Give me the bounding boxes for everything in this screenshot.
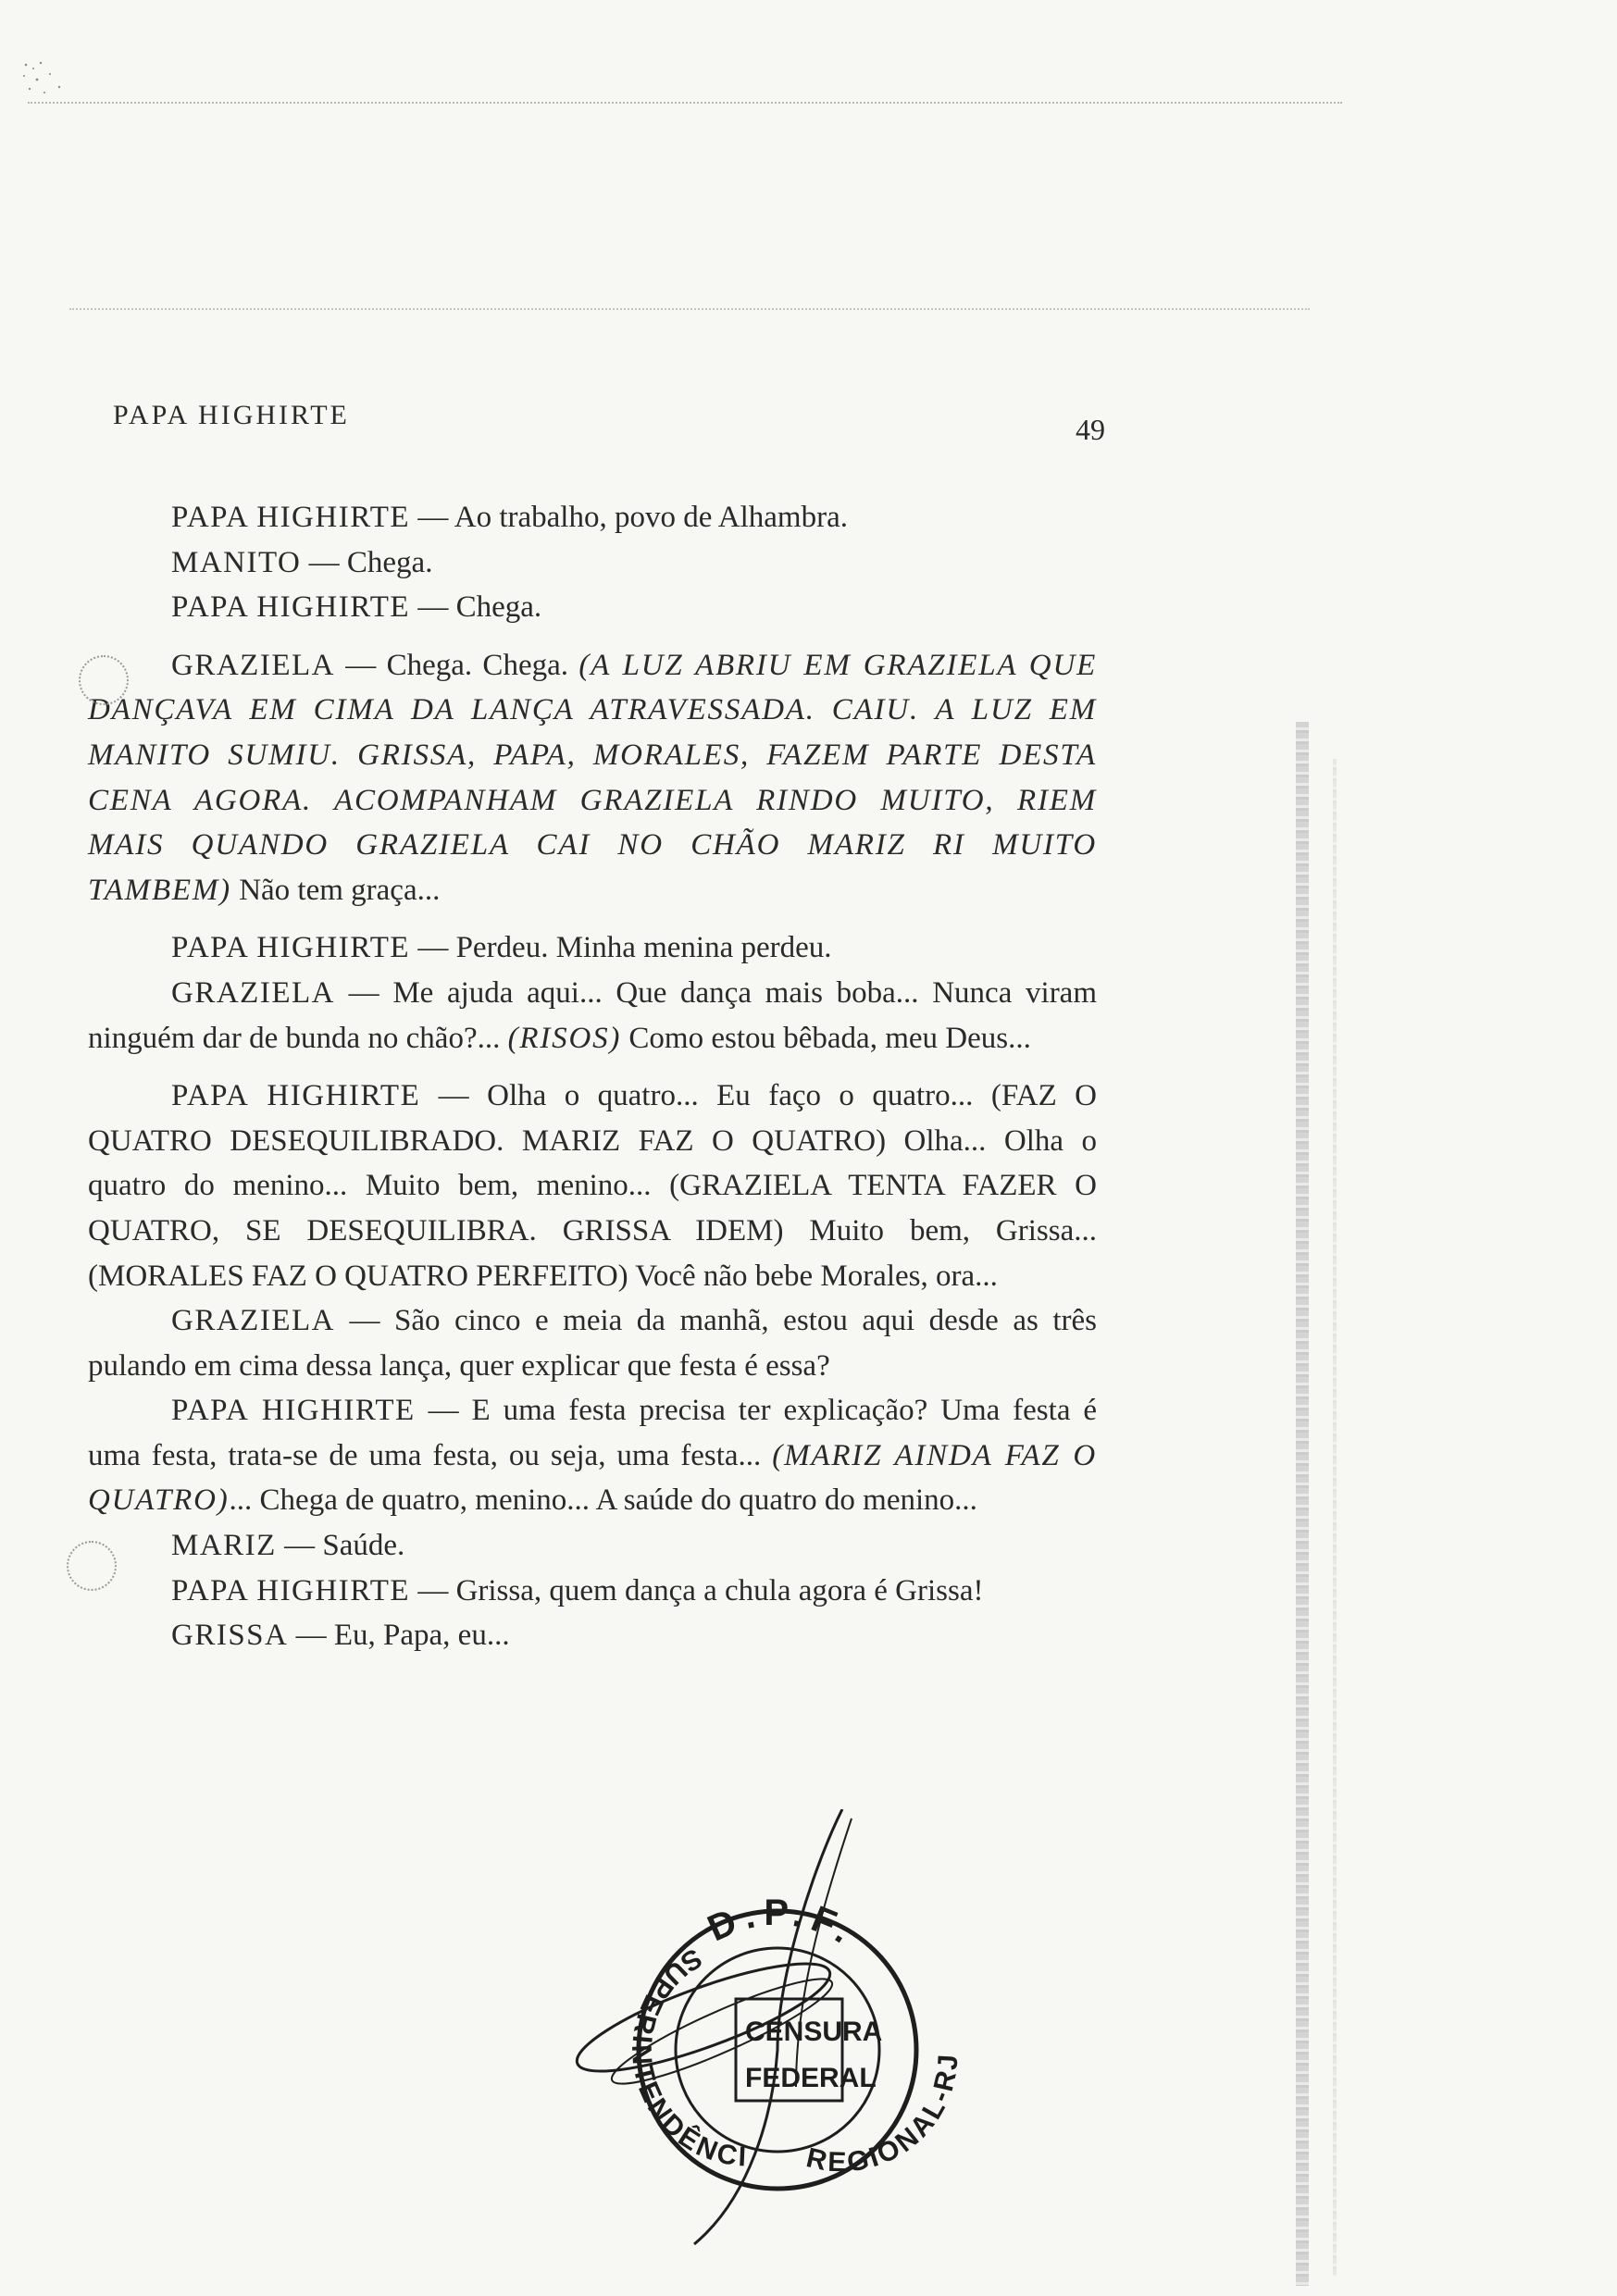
punch-hole-mark bbox=[67, 1541, 117, 1591]
dialogue-line bbox=[88, 1298, 1097, 1388]
dialogue-line bbox=[88, 971, 1097, 1061]
speaker-name: GRAZIELA bbox=[171, 1304, 335, 1338]
speech-dash: — bbox=[410, 590, 456, 625]
stamp-seal bbox=[565, 1809, 981, 2272]
dialogue-line bbox=[88, 1569, 1097, 1614]
stamp-text-left: SUPERINTENDÊNCI bbox=[625, 1942, 750, 2173]
scan-edge-artifact bbox=[1296, 722, 1309, 2286]
running-title: PAPA HIGHIRTE bbox=[113, 400, 350, 430]
page-number: 49 bbox=[1076, 413, 1105, 446]
stamp-text-top: D.P.F. bbox=[702, 1892, 865, 1955]
dialogue-line bbox=[88, 495, 1097, 540]
stamp-text-center-1: CENSURA bbox=[745, 2017, 883, 2047]
dialogue-line bbox=[88, 1074, 1097, 1298]
scan-edge-artifact bbox=[1333, 759, 1337, 2277]
speech-dash: — bbox=[288, 1619, 334, 1653]
speech-dash: — bbox=[410, 501, 454, 534]
speaker-name: GRAZIELA bbox=[171, 975, 335, 1010]
speech-dash: — bbox=[410, 931, 456, 965]
speaker-name: GRAZIELA bbox=[171, 648, 335, 682]
speech-text: Como estou bêbada, meu Deus... bbox=[628, 1021, 1031, 1055]
punch-hole-mark bbox=[79, 655, 129, 705]
speech-dash: — bbox=[334, 975, 393, 1010]
speech-text: Me ajuda aqui... Que dança mais boba... Nunca viram ninguém dar de bunda no chão?... bbox=[88, 975, 1097, 1055]
dialogue-line bbox=[88, 1613, 1097, 1658]
scan-artifact-line bbox=[28, 102, 1342, 104]
stamp-text-center-2: FEDERAL bbox=[745, 2063, 877, 2093]
speech-text: Chega. bbox=[455, 590, 542, 625]
speech-dash: — bbox=[334, 1304, 394, 1338]
scan-specks bbox=[19, 56, 83, 111]
speaker-name: PAPA HIGHIRTE bbox=[171, 1079, 421, 1113]
svg-text:SUPERINTENDÊNCIA bbox=[565, 1809, 750, 2173]
speech-text: E uma festa precisa ter explicação? Uma festa é uma festa, trata-se de uma festa, ou seja, uma festa... bbox=[88, 1394, 1098, 1472]
dialogue-line bbox=[88, 1523, 1097, 1569]
dialogue-line bbox=[88, 643, 1097, 913]
speech-dash: — bbox=[276, 1529, 323, 1563]
speech-dash: — bbox=[410, 1573, 456, 1607]
speech-text: Perdeu. Minha menina perdeu. bbox=[455, 931, 832, 965]
dialogue-line bbox=[88, 585, 1097, 630]
speaker-name: PAPA HIGHIRTE bbox=[171, 1573, 411, 1607]
speech-text: ... Chega de quatro, menino... A saúde do quatro do menino... bbox=[229, 1483, 977, 1518]
censorship-stamp bbox=[565, 1809, 981, 2272]
speech-text: Eu, Papa, eu... bbox=[333, 1619, 510, 1653]
speech-text: Grissa, quem dança a chula agora é Grissa! bbox=[455, 1573, 984, 1607]
speaker-name: MARIZ bbox=[171, 1529, 277, 1563]
speaker-name: PAPA HIGHIRTE bbox=[171, 501, 411, 534]
speech-text: Chega. Chega. bbox=[386, 648, 568, 682]
stage-direction: (A LUZ ABRIU EM GRAZIELA QUE DANÇAVA EM CIMA DA LANÇA ATRAVESSADA. CAIU. A LUZ EM MANITO SUMIU. GRISSA, PAPA, MORALES, FAZEM PARTE DESTA CENA AGORA. ACOMPANHAM GRAZIELA RINDO MUITO, RIEM MAIS QUANDO GRAZIELA CAI NO CHÃO MARIZ RI MUITO TAMBEM) bbox=[88, 648, 1098, 907]
speech-text: Não tem graça... bbox=[239, 873, 441, 907]
dialogue-line bbox=[88, 540, 1097, 586]
dialogue-line bbox=[88, 1388, 1097, 1523]
script-text bbox=[88, 495, 1097, 1658]
dialogue-line bbox=[88, 925, 1097, 971]
stage-direction: (MARIZ AINDA FAZ O QUATRO) bbox=[88, 1438, 1097, 1518]
stage-direction: (RISOS) bbox=[507, 1021, 622, 1055]
speech-dash: — bbox=[301, 545, 347, 579]
scan-artifact-line bbox=[69, 308, 1310, 310]
speaker-name: PAPA HIGHIRTE bbox=[171, 590, 411, 625]
speaker-name: PAPA HIGHIRTE bbox=[171, 931, 411, 965]
speaker-name: MANITO bbox=[171, 545, 302, 579]
speech-text: Ao trabalho, povo de Alhambra. bbox=[454, 501, 848, 534]
stamp-text-right: REGIONAL-RJ bbox=[803, 2051, 964, 2178]
speech-dash: — bbox=[334, 648, 387, 682]
speech-text: Olha o quatro... Eu faço o quatro... (FAZ O QUATRO DESEQUILIBRADO. MARIZ FAZ O QUATRO) Olha... Olha o quatro do menino... Muito bem, menino... (GRAZIELA TENTA FAZER O QUATRO, SE DESEQUILIBRA. GRISSA IDEM) Muito bem, Grissa... (MORALES FAZ O QUATRO PERFEITO) Você não bebe Morales, ora... bbox=[88, 1079, 1098, 1293]
speech-text: Saúde. bbox=[322, 1529, 405, 1563]
speech-dash: — bbox=[415, 1394, 472, 1428]
speech-text: Chega. bbox=[346, 545, 433, 579]
speech-dash: — bbox=[420, 1079, 488, 1113]
speech-text: São cinco e meia da manhã, estou aqui desde as três pulando em cima dessa lança, quer explicar que festa é essa? bbox=[88, 1304, 1097, 1383]
speaker-name: GRISSA bbox=[171, 1619, 289, 1653]
speaker-name: PAPA HIGHIRTE bbox=[171, 1394, 416, 1428]
